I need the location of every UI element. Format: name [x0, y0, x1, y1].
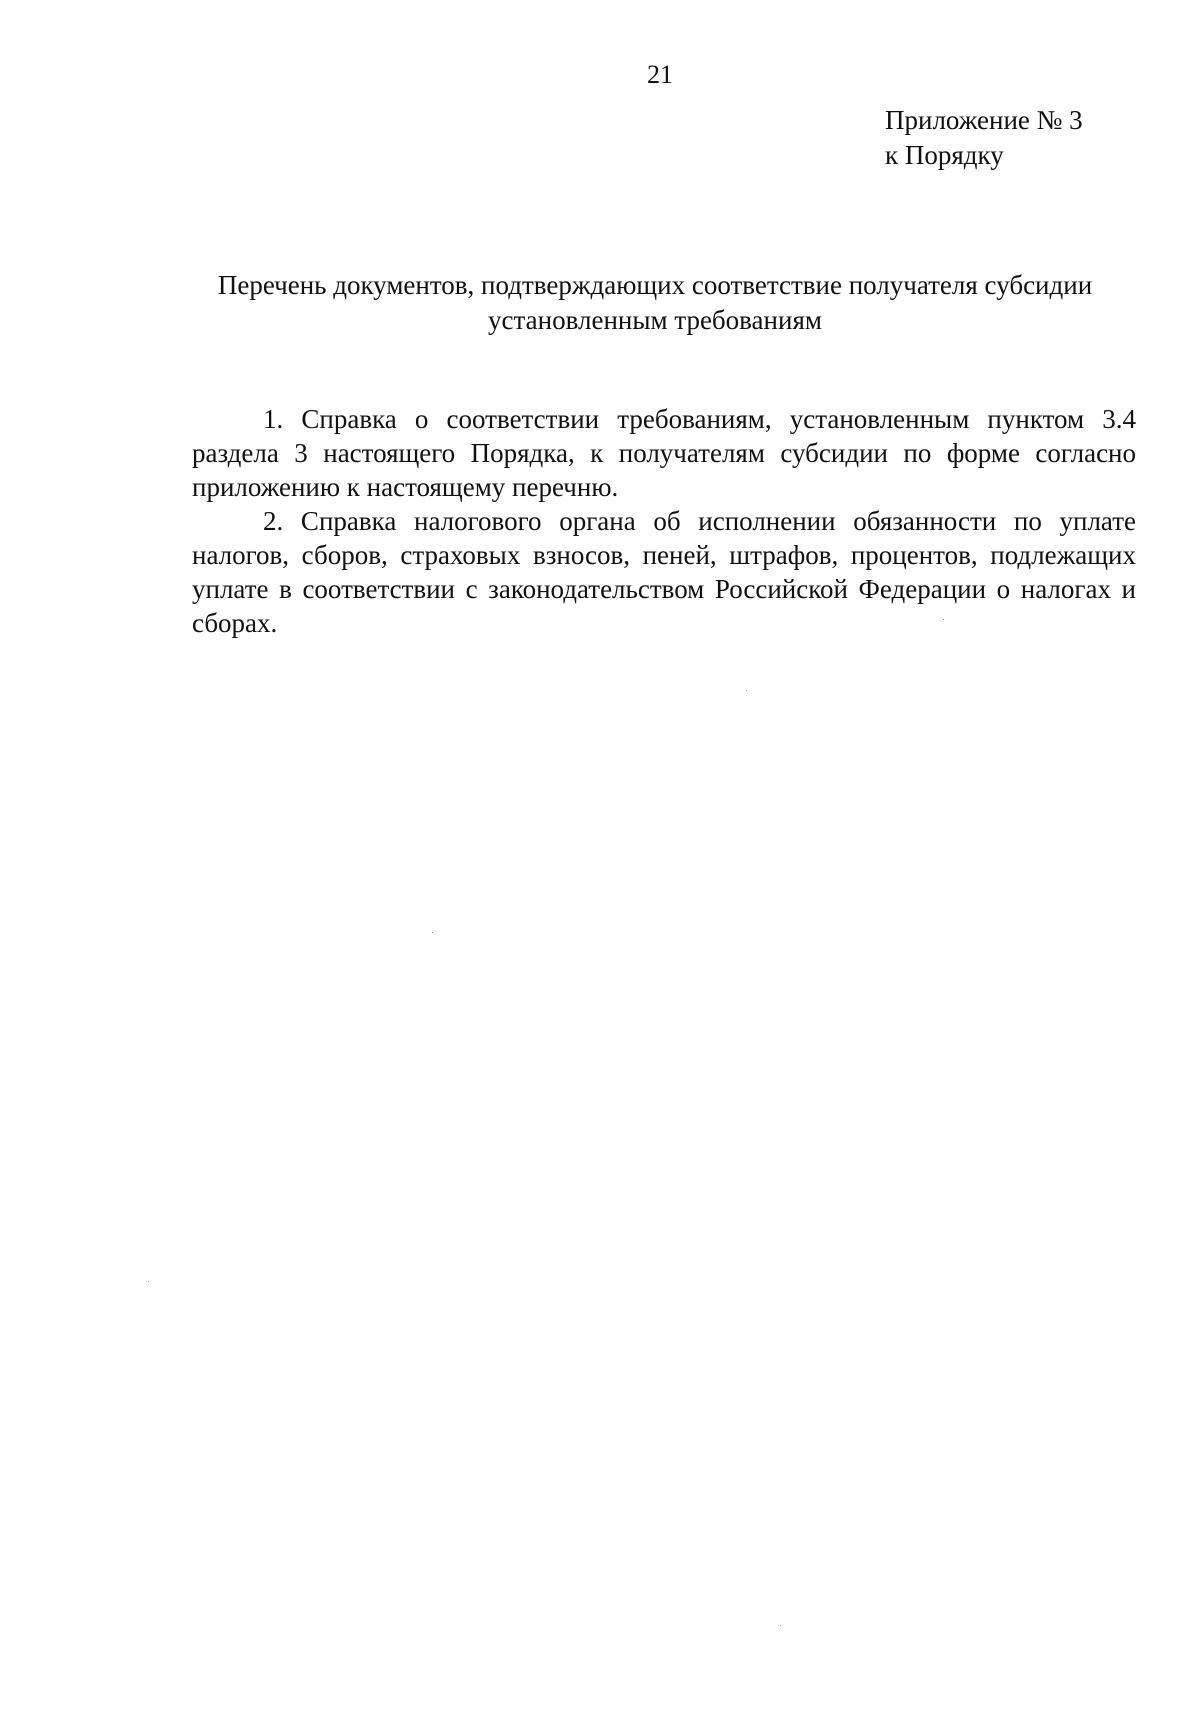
scan-speck [746, 690, 747, 691]
appendix-label: Приложение № 3 [885, 105, 1083, 135]
appendix-subject: к Порядку [885, 140, 1004, 170]
list-item: 1. Справка о соответствии требованиям, установленным пунктом 3.4 раздела 3 настоящего Порядка, к получателям субсидии по форме согласно приложению к настоящему перечню. [192, 404, 1136, 502]
list-item: 2. Справка налогового органа об исполнении обязанности по уплате налогов, сборов, страховых взносов, пеней, штрафов, процентов, подлежащих уплате в соответствии с законодательством Российской Федерации о налогах и сборах. [192, 506, 1136, 638]
scan-speck [432, 932, 433, 933]
page-number: 21 [647, 60, 673, 89]
appendix-reference [885, 103, 1083, 173]
scan-speck [780, 1625, 781, 1626]
document-title [195, 268, 1115, 338]
title-line-1: Перечень документов, подтверждающих соответствие получателя субсидии [217, 270, 1093, 300]
scan-speck [148, 1281, 149, 1282]
document-body [192, 402, 1136, 640]
scan-speck [943, 619, 944, 620]
title-line-2: установленным требованиям [488, 305, 822, 335]
